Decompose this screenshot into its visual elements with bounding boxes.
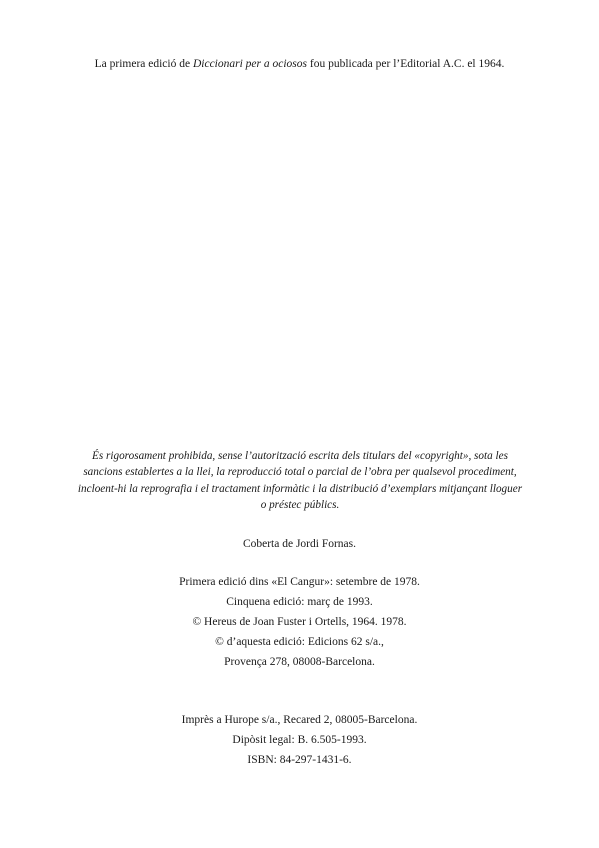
edition-line: Cinquena edició: març de 1993. <box>226 596 373 608</box>
copyright-line: © Hereus de Joan Fuster i Ortells, 1964. 1978. <box>192 616 407 628</box>
first-edition-after: fou publicada per l’Editorial A.C. el 1964. <box>307 58 505 70</box>
rights-notice-line: o préstec públics. <box>260 499 340 512</box>
first-edition-before: La primera edició de <box>94 58 193 70</box>
isbn: ISBN: 84-297-1431-6. <box>247 754 352 766</box>
rights-notice-line: incloent-hi la reprografia i el tractament informàtic i la distribució d’exemplars mitjançant lloguer <box>77 482 523 495</box>
edition-line: Primera edició dins «El Cangur»: setembre de 1978. <box>179 576 420 588</box>
rights-notice-line: sancions establertes a la llei, la reproducció total o parcial de l’obra per qualsevol procediment, <box>83 466 517 479</box>
rights-notice-line: És rigorosament prohibida, sense l’autorització escrita dels titulars del «copyright», sota les <box>92 450 508 462</box>
printer-line: Imprès a Hurope s/a., Recared 2, 08005-Barcelona. <box>181 714 418 726</box>
legal-deposit: Dipòsit legal: B. 6.505-1993. <box>232 734 367 746</box>
book-title: Diccionari per a ociosos <box>192 58 307 70</box>
publisher-address: Provença 278, 08008-Barcelona. <box>224 656 375 668</box>
rights-notice <box>55 448 545 514</box>
copyright-line: © d’aquesta edició: Edicions 62 s/a., <box>215 636 384 648</box>
first-edition-line <box>0 57 599 71</box>
cover-credit: Coberta de Jordi Fornas. <box>242 538 357 550</box>
